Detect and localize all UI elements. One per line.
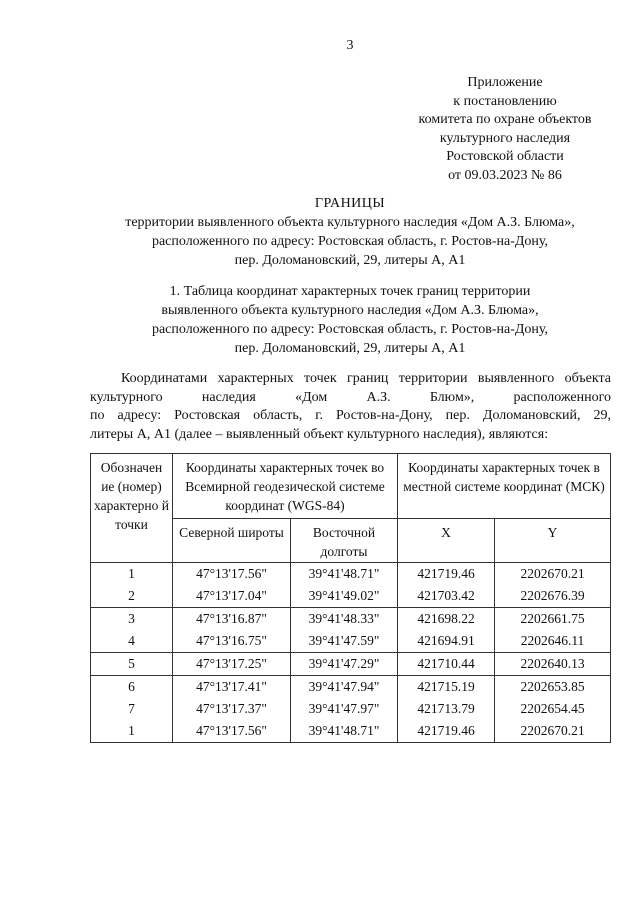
intro-paragraph: [90, 370, 611, 444]
appendix-line: от 09.03.2023 № 86: [448, 167, 562, 183]
appendix-block: [400, 74, 610, 185]
cell-lon: 39°41'47.29": [291, 653, 398, 676]
header-wgs: Координаты характерных точек во Всемирной геодезической системе координат (WGS-84): [173, 454, 398, 519]
cell-point-id: 6: [91, 676, 173, 699]
cell-lon: 39°41'48.71": [291, 563, 398, 586]
cell-lon: 39°41'48.33": [291, 608, 398, 631]
cell-lon: 39°41'47.59": [291, 630, 398, 653]
header-y: Y: [495, 519, 611, 563]
cell-y: 2202640.13: [495, 653, 611, 676]
cell-y: 2202670.21: [495, 563, 611, 586]
table-row: [91, 653, 611, 676]
cell-y: 2202661.75: [495, 608, 611, 631]
document-subtitle-line: пер. Доломановский, 29, литеры А, А1: [234, 253, 466, 268]
table-row: [91, 720, 611, 743]
paragraph-line: по адресу: Ростовская область, г. Ростов-на-Дону, пер. Доломановский, 29,: [90, 408, 611, 423]
appendix-line: культурного наследия: [439, 130, 571, 146]
paragraph-line: литеры А, А1 (далее – выявленный объект культурного наследия), являются:: [90, 426, 549, 442]
table-title-line: пер. Доломановский, 29, литеры А, А1: [234, 341, 466, 356]
cell-lon: 39°41'48.71": [291, 720, 398, 743]
appendix-line: к постановлению: [453, 93, 557, 109]
cell-x: 421703.42: [398, 585, 495, 608]
table-row: [91, 608, 611, 631]
table-row: [91, 563, 611, 586]
table-row: [91, 698, 611, 720]
cell-y: 2202646.11: [495, 630, 611, 653]
appendix-line: комитета по охране объектов: [418, 112, 592, 127]
page-number: 3: [346, 38, 354, 53]
header-msk: Координаты характерных точек в местной системе координат (МСК): [398, 454, 611, 519]
table-title-line: 1. Таблица координат характерных точек границ территории: [169, 284, 531, 299]
paragraph-line: Координатами характерных точек границ территории выявленного объекта: [121, 371, 611, 386]
document-subtitle-line: территории выявленного объекта культурного наследия «Дом А.З. Блюма»,: [125, 215, 575, 230]
cell-point-id: 3: [91, 608, 173, 631]
cell-x: 421715.19: [398, 676, 495, 699]
cell-point-id: 2: [91, 585, 173, 608]
cell-point-id: 1: [91, 563, 173, 586]
document-title-block: [0, 194, 640, 270]
table-title-line: выявленного объекта культурного наследия «Дом А.З. Блюма»,: [161, 303, 539, 318]
cell-y: 2202653.85: [495, 676, 611, 699]
cell-lon: 39°41'47.97": [291, 698, 398, 720]
paragraph-line: культурного наследия «Дом А.З. Блюм», расположенного: [90, 389, 611, 405]
cell-x: 421719.46: [398, 563, 495, 586]
cell-point-id: 1: [91, 720, 173, 743]
cell-lon: 39°41'47.94": [291, 676, 398, 699]
header-point-id: Обозначен ие (номер) характерно й точки: [91, 454, 173, 563]
cell-lat: 47°13'17.25": [173, 653, 291, 676]
header-lon: Восточной долготы: [291, 519, 398, 563]
table-row: [91, 630, 611, 653]
cell-x: 421713.79: [398, 698, 495, 720]
table-title-block: [0, 282, 640, 358]
appendix-line: Ростовской области: [446, 149, 564, 164]
document-subtitle-line: расположенного по адресу: Ростовская область, г. Ростов-на-Дону,: [151, 234, 549, 249]
table-row: [91, 676, 611, 699]
cell-lat: 47°13'17.37": [173, 698, 291, 720]
cell-lat: 47°13'16.87": [173, 608, 291, 631]
table-title-line: расположенного по адресу: Ростовская область, г. Ростов-на-Дону,: [151, 322, 549, 337]
cell-lat: 47°13'17.41": [173, 676, 291, 699]
cell-y: 2202670.21: [495, 720, 611, 743]
cell-point-id: 4: [91, 630, 173, 653]
cell-lon: 39°41'49.02": [291, 585, 398, 608]
header-x: X: [398, 519, 495, 563]
cell-lat: 47°13'16.75": [173, 630, 291, 653]
cell-lat: 47°13'17.56": [173, 563, 291, 586]
cell-x: 421719.46: [398, 720, 495, 743]
cell-x: 421698.22: [398, 608, 495, 631]
table-row: [91, 585, 611, 608]
coordinates-table: [90, 453, 611, 743]
cell-y: 2202676.39: [495, 585, 611, 608]
header-lat: Северной широты: [173, 519, 291, 563]
cell-point-id: 5: [91, 653, 173, 676]
cell-lat: 47°13'17.56": [173, 720, 291, 743]
cell-y: 2202654.45: [495, 698, 611, 720]
cell-point-id: 7: [91, 698, 173, 720]
cell-x: 421710.44: [398, 653, 495, 676]
appendix-line: Приложение: [467, 75, 543, 90]
cell-lat: 47°13'17.04": [173, 585, 291, 608]
cell-x: 421694.91: [398, 630, 495, 653]
document-title: ГРАНИЦЫ: [314, 196, 386, 211]
